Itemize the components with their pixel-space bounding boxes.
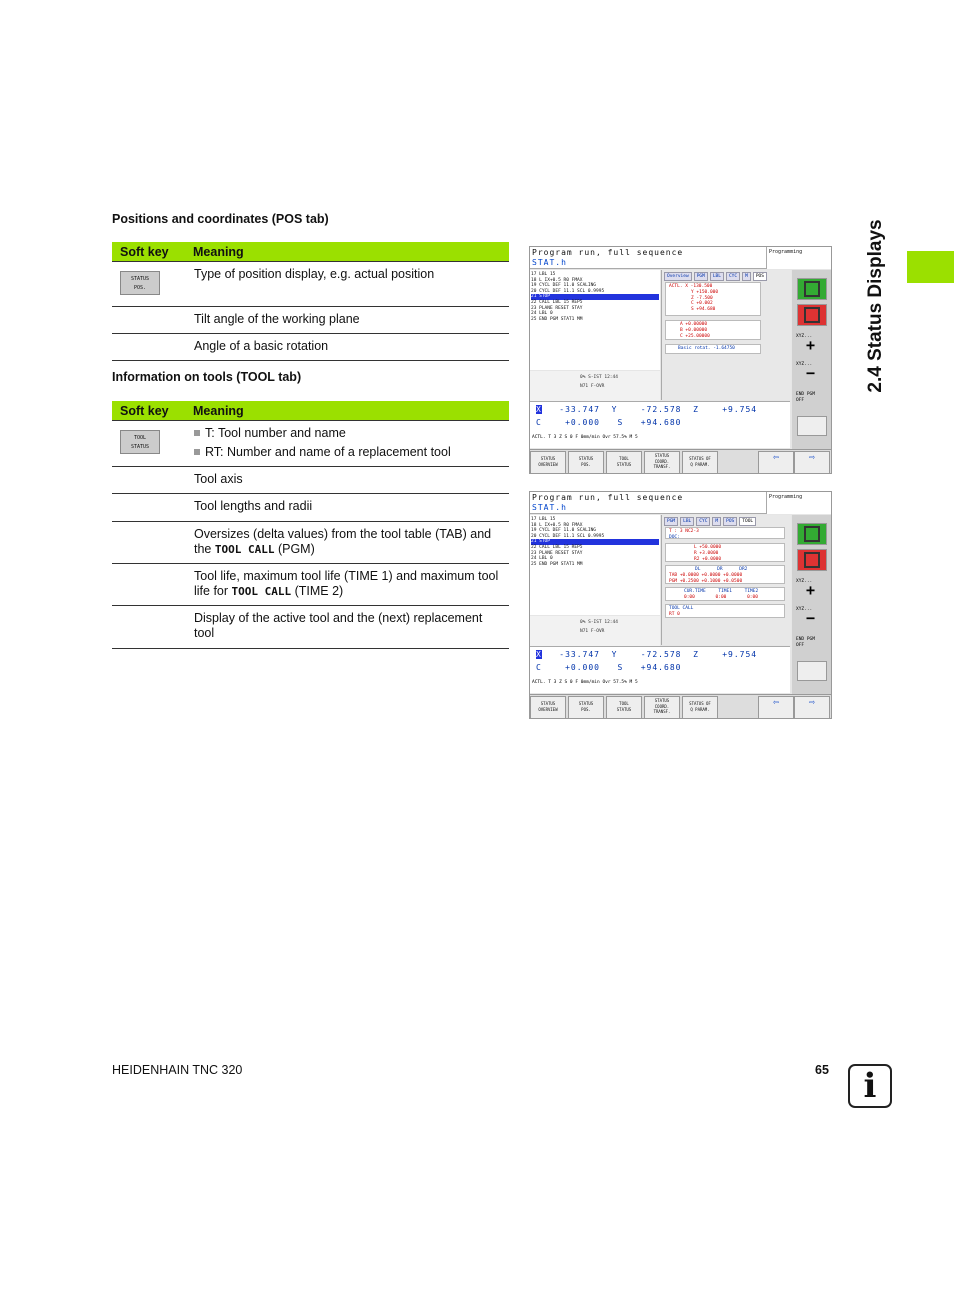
off-text: OFF bbox=[796, 643, 805, 648]
program-line-active: 21 STOP bbox=[531, 294, 659, 300]
tab-overview[interactable]: Overview bbox=[664, 272, 692, 281]
table-row bbox=[112, 606, 509, 649]
tilt-value: A +0.00000 bbox=[680, 322, 708, 327]
screen-mode-title: Program run, full sequence bbox=[532, 248, 684, 257]
screen-mode-label: Programming bbox=[766, 492, 832, 514]
xyz-plus-label: XYZ... bbox=[796, 334, 813, 339]
status-line: N71 F-OVR bbox=[580, 384, 605, 389]
program-line: 22 CALL LBL 15 REP5 bbox=[531, 544, 583, 550]
program-line: 20 CYCL DEF 11.1 SCL 0.9995 bbox=[531, 288, 605, 294]
tab-pgm[interactable]: PGM bbox=[664, 517, 678, 526]
tool-number: T : 3 NC2-3 bbox=[669, 529, 699, 534]
tool-lengths-display bbox=[665, 543, 785, 562]
side-key-green[interactable] bbox=[797, 523, 827, 545]
tnc-screen-pos bbox=[529, 246, 832, 474]
pos-table-header bbox=[112, 242, 509, 261]
tool-length: L +50.0000 bbox=[694, 545, 722, 550]
softkey-row bbox=[530, 449, 832, 474]
chapter-title-text: 2.4 Status Displays bbox=[865, 219, 886, 393]
status-line: N71 F-OVR bbox=[580, 629, 605, 634]
program-line: 18 L IX+0.5 R0 FMAX bbox=[531, 522, 583, 528]
code-text: TOOL CALL bbox=[214, 543, 275, 556]
code-text: TOOL CALL bbox=[231, 585, 292, 598]
tool-table bbox=[112, 401, 509, 649]
screen-title bbox=[530, 492, 766, 514]
softkey-status-overview[interactable] bbox=[530, 696, 566, 719]
program-line: 18 L IX+0.5 R0 FMAX bbox=[531, 277, 583, 283]
softkey-line: STATUS bbox=[578, 456, 594, 461]
machine-icon bbox=[804, 526, 820, 542]
status-panel-tool bbox=[661, 515, 791, 645]
program-line: 17 LBL 15 bbox=[531, 272, 556, 277]
tool-section-title: Information on tools (TOOL tab) bbox=[112, 370, 302, 384]
text-part: (PGM) bbox=[274, 542, 315, 556]
coord-line bbox=[536, 417, 681, 428]
minus-icon[interactable]: − bbox=[806, 609, 816, 627]
position-display bbox=[665, 282, 761, 316]
softkey-line: STATUS bbox=[616, 461, 632, 467]
coord-value: -33.747 bbox=[559, 650, 600, 659]
softkey-line: STATUS bbox=[130, 444, 150, 450]
softkey-line: STATUS bbox=[654, 453, 670, 458]
program-line: 25 END PGM STAT1 MM bbox=[531, 561, 583, 567]
table-row bbox=[112, 420, 509, 467]
arrow-right-icon[interactable]: ⇨ bbox=[794, 696, 830, 719]
row-meaning bbox=[194, 569, 503, 599]
coord-line bbox=[536, 662, 681, 673]
table-row bbox=[112, 564, 509, 606]
coord-value: -72.578 bbox=[640, 405, 682, 414]
basic-rotation-display bbox=[665, 344, 761, 354]
row-meaning: Angle of a basic rotation bbox=[194, 339, 329, 353]
softkey-line: COORD. bbox=[654, 703, 670, 709]
ruler-icon[interactable] bbox=[797, 416, 827, 436]
tool-radius2: R2 +0.0000 bbox=[694, 556, 722, 562]
softkey-status-q-param[interactable] bbox=[682, 451, 718, 474]
program-line: 23 PLANE RESET STAY bbox=[531, 305, 583, 311]
softkey-line: TOOL bbox=[619, 701, 629, 706]
program-listing bbox=[530, 515, 660, 615]
softkey-line: TOOL bbox=[619, 456, 629, 461]
bullet-item bbox=[194, 426, 503, 441]
axis-s: S bbox=[617, 418, 624, 427]
machine-status bbox=[530, 616, 660, 646]
coord-value: +94.680 bbox=[640, 418, 682, 427]
screen-side-keys bbox=[792, 270, 832, 470]
status-line: 0% S-IST 12:44 bbox=[580, 375, 618, 380]
basic-rotation-value: Basic rotat. -1.64750 bbox=[678, 346, 735, 351]
bullet-item bbox=[194, 445, 503, 460]
header-meaning: Meaning bbox=[193, 244, 244, 259]
coord-value: -72.578 bbox=[640, 650, 682, 659]
tab-pos[interactable]: POS bbox=[723, 517, 737, 526]
tab-pos[interactable]: POS bbox=[753, 272, 767, 281]
plus-icon[interactable]: + bbox=[806, 336, 816, 354]
tab-cyc[interactable]: CYC bbox=[696, 517, 710, 526]
tilt-display bbox=[665, 320, 761, 340]
tool-status-softkey[interactable] bbox=[120, 430, 160, 454]
tool-call-label: TOOL CALL bbox=[669, 606, 694, 611]
softkey-line: OVERVIEW bbox=[538, 706, 558, 712]
coordinate-display bbox=[530, 401, 790, 448]
softkey-line: STATUS bbox=[578, 701, 594, 706]
tab-m[interactable]: M bbox=[712, 517, 721, 526]
screen-file-name: STAT.h bbox=[532, 503, 567, 512]
coord-value: +0.000 bbox=[565, 418, 600, 427]
program-line: 19 CYCL DEF 11.0 SCALING bbox=[531, 528, 597, 534]
tab-pgm[interactable]: PGM bbox=[694, 272, 708, 281]
coord-value: +9.754 bbox=[722, 650, 758, 659]
tool-number-display bbox=[665, 527, 785, 539]
text-part: Tool life, maximum tool life (TIME 1) and maximum tool life for bbox=[194, 569, 499, 598]
tool-call-display bbox=[665, 604, 785, 618]
softkey-line: STATUS bbox=[130, 276, 150, 282]
softkey-status-pos[interactable] bbox=[568, 696, 604, 719]
xyz-plus-label: XYZ... bbox=[796, 579, 813, 584]
softkey-row bbox=[530, 694, 832, 719]
oversize-tab-row: TAB +0.0000 +0.0000 +0.0000 bbox=[669, 572, 743, 578]
softkey-line: OVERVIEW bbox=[538, 461, 558, 467]
axis-s: S bbox=[617, 663, 624, 672]
tilt-value: B +0.00000 bbox=[680, 327, 708, 333]
pos-value: ACTL. X -130.500 bbox=[669, 284, 713, 289]
row-meaning: Tool lengths and radii bbox=[194, 499, 313, 513]
tool-table-header bbox=[112, 401, 509, 420]
coord-line bbox=[536, 649, 757, 660]
status-pos-softkey[interactable] bbox=[120, 271, 160, 295]
tool-life-display bbox=[665, 587, 785, 601]
pos-value: S +94.680 bbox=[691, 307, 716, 313]
coord-value: +0.000 bbox=[565, 663, 600, 672]
chapter-tab-marker bbox=[907, 251, 954, 283]
arrow-left-icon[interactable]: ⇦ bbox=[758, 451, 794, 474]
program-line-active: 21 STOP bbox=[531, 539, 659, 545]
axis-y: Y bbox=[611, 405, 618, 414]
arrow-left-icon[interactable]: ⇦ bbox=[758, 696, 794, 719]
axis-c: C bbox=[536, 663, 542, 672]
tab-lbl[interactable]: LBL bbox=[680, 517, 694, 526]
ruler-icon[interactable] bbox=[797, 661, 827, 681]
program-listing bbox=[530, 270, 660, 370]
header-meaning: Meaning bbox=[193, 403, 244, 418]
pos-table bbox=[112, 242, 509, 361]
coord-value: +9.754 bbox=[722, 405, 758, 414]
tnc-screen-tool bbox=[529, 491, 832, 719]
machine-icon bbox=[804, 552, 820, 568]
end-pgm-label bbox=[796, 392, 815, 404]
program-line: 25 END PGM STAT1 MM bbox=[531, 316, 583, 322]
row-meaning: Display of the active tool and the (next) replacement tool bbox=[194, 611, 483, 640]
row-meaning bbox=[194, 426, 503, 460]
tool-radius: R +3.0000 bbox=[694, 550, 719, 556]
screen-side-keys bbox=[792, 515, 832, 715]
info-icon bbox=[848, 1064, 892, 1108]
softkey-tool-status[interactable] bbox=[606, 451, 642, 474]
program-line: 24 LBL 0 bbox=[531, 311, 553, 317]
tilt-value: C +25.00000 bbox=[680, 333, 710, 339]
status-line: 0% S-IST 12:44 bbox=[580, 620, 618, 625]
replacement-tool: RT 0 bbox=[669, 611, 680, 617]
xyz-minus-label: XYZ... bbox=[796, 362, 813, 367]
table-row bbox=[112, 307, 509, 334]
axis-z: Z bbox=[693, 405, 699, 414]
program-line: 19 CYCL DEF 11.0 SCALING bbox=[531, 283, 597, 289]
softkey-line: STATUS OF bbox=[689, 701, 711, 706]
softkey-status-pos[interactable] bbox=[568, 451, 604, 474]
softkey-line: POS. bbox=[581, 461, 591, 467]
softkey-line: TRANSF. bbox=[653, 464, 671, 469]
machine-icon bbox=[804, 307, 820, 323]
pos-value: C +0.002 bbox=[691, 301, 713, 307]
tab-tool[interactable]: TOOL bbox=[739, 517, 756, 526]
coord-value: +94.680 bbox=[640, 663, 682, 672]
softkey-line: Q PARAM. bbox=[690, 706, 710, 712]
header-softkey: Soft key bbox=[120, 403, 169, 418]
table-row bbox=[112, 334, 509, 361]
bullet-text: RT: Number and name of a replacement tool bbox=[205, 445, 451, 459]
softkey-line: POS. bbox=[133, 285, 147, 291]
table-row bbox=[112, 467, 509, 494]
table-row bbox=[112, 522, 509, 564]
minus-icon[interactable]: − bbox=[806, 364, 816, 382]
softkey-line: STATUS bbox=[540, 456, 556, 461]
axis-x: X bbox=[536, 650, 542, 659]
tab-cyc[interactable]: CYC bbox=[726, 272, 740, 281]
coordinate-display bbox=[530, 646, 790, 693]
pos-section-title: Positions and coordinates (POS tab) bbox=[112, 212, 329, 226]
axis-y: Y bbox=[611, 650, 618, 659]
tool-life-header: CUR.TIME TIME1 TIME2 bbox=[684, 589, 759, 594]
softkey-line: STATUS bbox=[654, 698, 670, 703]
axis-z: Z bbox=[693, 650, 699, 659]
tab-m[interactable]: M bbox=[742, 272, 751, 281]
softkey-line: COORD. bbox=[654, 458, 670, 464]
tool-doc: DOC: bbox=[669, 534, 680, 540]
off-text: OFF bbox=[796, 398, 805, 403]
table-row bbox=[112, 261, 509, 307]
end-pgm-text: END PGM bbox=[796, 637, 815, 642]
softkey-status-q-param[interactable] bbox=[682, 696, 718, 719]
actl-status-line: ACTL. T 3 Z S 0 F 0mm/min Ovr 57.5% M 5 bbox=[532, 680, 638, 685]
axis-x: X bbox=[536, 405, 542, 414]
bullet-square-icon bbox=[194, 449, 200, 455]
pos-value: Z -7.500 bbox=[691, 295, 713, 301]
softkey-tool-status[interactable] bbox=[606, 696, 642, 719]
machine-icon bbox=[804, 281, 820, 297]
footer-product: HEIDENHAIN TNC 320 bbox=[112, 1063, 243, 1077]
oversize-pgm-row: PGM +0.2500 +0.1000 +0.0500 bbox=[669, 578, 743, 584]
softkey-line: POS. bbox=[581, 706, 591, 712]
tab-lbl[interactable]: LBL bbox=[710, 272, 724, 281]
tool-life-row: 0:00 0:00 0:00 bbox=[684, 594, 758, 600]
table-row bbox=[112, 494, 509, 522]
header-softkey: Soft key bbox=[120, 244, 169, 259]
text-part: (TIME 2) bbox=[291, 584, 344, 598]
axis-c: C bbox=[536, 418, 542, 427]
side-key-green[interactable] bbox=[797, 278, 827, 300]
xyz-minus-label: XYZ... bbox=[796, 607, 813, 612]
end-pgm-label bbox=[796, 637, 815, 649]
program-line: 22 CALL LBL 15 REP5 bbox=[531, 299, 583, 305]
softkey-line: TRANSF. bbox=[653, 709, 671, 714]
softkey-line: STATUS OF bbox=[689, 456, 711, 461]
softkey-line: STATUS bbox=[616, 706, 632, 712]
bullet-square-icon bbox=[194, 430, 200, 436]
page-number: 65 bbox=[815, 1063, 829, 1077]
coord-line bbox=[536, 404, 757, 415]
row-meaning: Tilt angle of the working plane bbox=[194, 312, 360, 326]
info-glyph: i bbox=[863, 1066, 877, 1106]
softkey-status-overview[interactable] bbox=[530, 451, 566, 474]
side-key-red[interactable] bbox=[797, 549, 827, 571]
row-meaning: Type of position display, e.g. actual position bbox=[194, 267, 435, 281]
tool-oversize-display bbox=[665, 565, 785, 584]
status-panel-pos bbox=[661, 270, 791, 400]
row-meaning bbox=[194, 527, 503, 557]
softkey-status-coord[interactable] bbox=[644, 696, 680, 719]
actl-status-line: ACTL. T 3 Z S 0 F 0mm/min Ovr 57.5% M 5 bbox=[532, 435, 638, 440]
oversize-header: DL DR DR2 bbox=[695, 567, 748, 572]
row-meaning: Tool axis bbox=[194, 472, 243, 486]
plus-icon[interactable]: + bbox=[806, 581, 816, 599]
softkey-line: TOOL bbox=[133, 435, 147, 441]
screen-mode-label: Programming bbox=[766, 247, 832, 269]
softkey-line: STATUS bbox=[540, 701, 556, 706]
softkey-status-coord[interactable] bbox=[644, 451, 680, 474]
program-line: 20 CYCL DEF 11.1 SCL 0.9995 bbox=[531, 533, 605, 539]
program-line: 23 PLANE RESET STAY bbox=[531, 550, 583, 556]
text-part: Oversizes (delta values) from the tool table (TAB) and the bbox=[194, 527, 492, 556]
screen-title bbox=[530, 247, 766, 269]
machine-status bbox=[530, 371, 660, 401]
coord-value: -33.747 bbox=[559, 405, 600, 414]
arrow-right-icon[interactable]: ⇨ bbox=[794, 451, 830, 474]
side-key-red[interactable] bbox=[797, 304, 827, 326]
softkey-line: Q PARAM. bbox=[690, 461, 710, 467]
pos-value: Y +150.000 bbox=[691, 289, 719, 295]
chapter-side-title bbox=[853, 215, 897, 421]
program-line: 24 LBL 0 bbox=[531, 556, 553, 562]
program-line: 17 LBL 15 bbox=[531, 517, 556, 522]
bullet-text: T: Tool number and name bbox=[205, 426, 346, 440]
end-pgm-text: END PGM bbox=[796, 392, 815, 397]
screen-file-name: STAT.h bbox=[532, 258, 567, 267]
screen-mode-title: Program run, full sequence bbox=[532, 493, 684, 502]
